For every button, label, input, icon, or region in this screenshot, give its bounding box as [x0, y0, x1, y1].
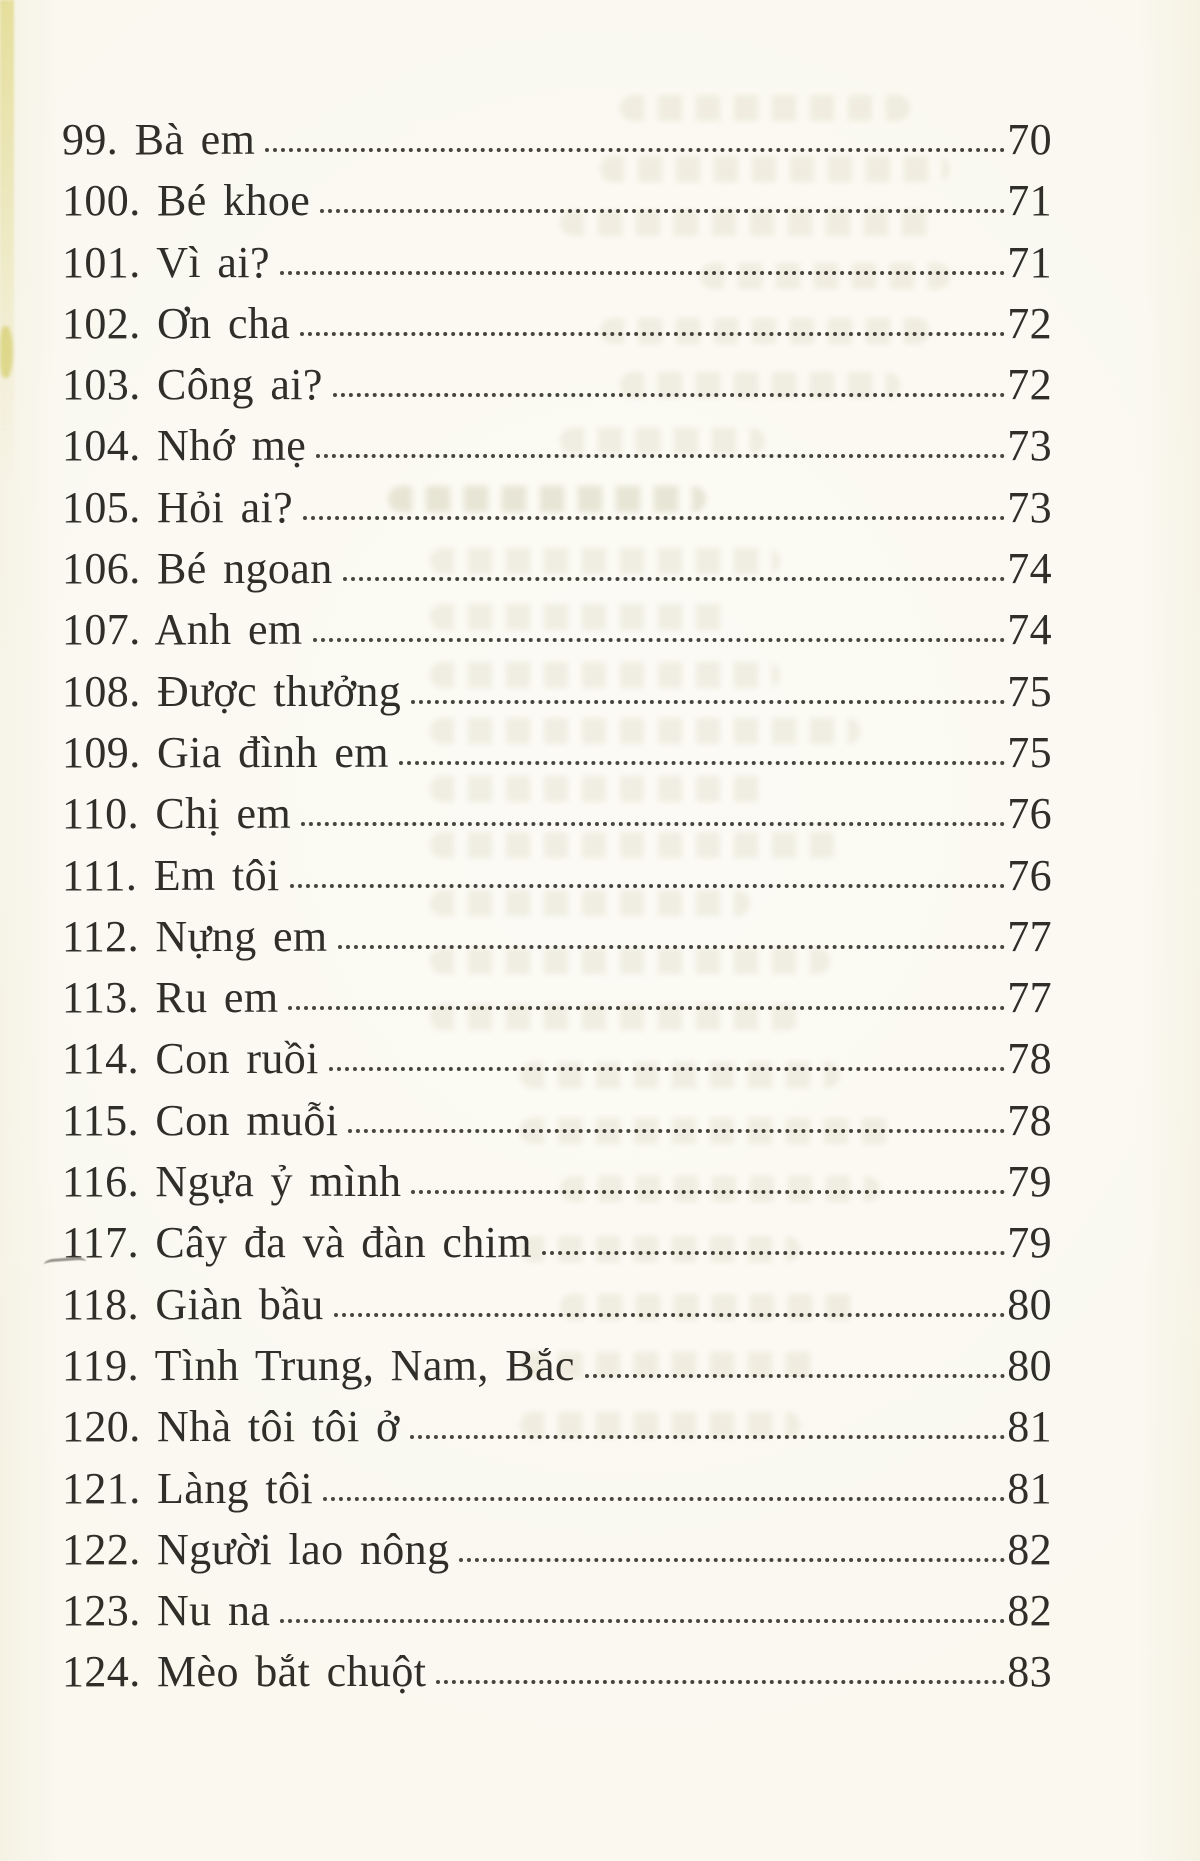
toc-entry-label: 115. Con muỗi: [62, 1095, 339, 1145]
toc-entry: [62, 543, 1052, 604]
toc-entry: [62, 727, 1052, 788]
dot-leader: [313, 638, 1006, 642]
dot-leader: [399, 761, 1005, 765]
toc-entry-page-number: 80: [1007, 1340, 1052, 1390]
toc-entry-label: 103. Công ai?: [62, 360, 323, 410]
toc-entry-label: 110. Chị em: [62, 789, 292, 839]
toc-entry-label: 111. Em tôi: [62, 850, 280, 900]
dot-leader: [343, 577, 1006, 581]
toc-entry: [62, 1156, 1052, 1217]
dot-leader: [265, 148, 1005, 152]
dot-leader: [290, 884, 1006, 888]
toc-entry-page-number: 80: [1007, 1279, 1052, 1329]
page-edge-tint: [0, 0, 14, 480]
toc-entry: [62, 972, 1052, 1033]
toc-entry-label: 118. Giàn bầu: [62, 1279, 324, 1329]
toc-entry-label: 121. Làng tôi: [62, 1463, 314, 1513]
toc-entry: [62, 1646, 1052, 1707]
toc-entry-page-number: 74: [1007, 544, 1052, 594]
toc-entry: [62, 911, 1052, 972]
toc-entry: [62, 1463, 1052, 1524]
dot-leader: [320, 209, 1005, 213]
toc-entry: [62, 1279, 1052, 1340]
dot-leader: [301, 822, 1005, 826]
toc-entry: [62, 666, 1052, 727]
toc-entry: [62, 298, 1052, 359]
toc-entry: [62, 1524, 1052, 1585]
dot-leader: [288, 1006, 1005, 1010]
toc-entry-page-number: 81: [1007, 1402, 1052, 1452]
toc-entry-page-number: 76: [1007, 789, 1052, 839]
dot-leader: [410, 1435, 1006, 1439]
toc-entry-label: 123. Nu na: [62, 1586, 271, 1636]
toc-entry-label: 113. Ru em: [62, 973, 279, 1023]
toc-entry-label: 119. Tình Trung, Nam, Bắc: [62, 1340, 575, 1390]
toc-entry-label: 109. Gia đình em: [62, 727, 389, 777]
toc-entry-page-number: 76: [1007, 850, 1052, 900]
toc-entry: [62, 175, 1052, 236]
toc-entry-page-number: 82: [1007, 1586, 1052, 1636]
toc-entry: [62, 1033, 1052, 1094]
toc-entry: [62, 420, 1052, 481]
toc-entry-label: 122. Người lao nông: [62, 1524, 450, 1574]
toc-entry: [62, 1585, 1052, 1646]
toc-entry: [62, 237, 1052, 298]
dot-leader: [280, 271, 1005, 275]
toc-entry-page-number: 72: [1007, 298, 1052, 348]
toc-entry-page-number: 79: [1007, 1157, 1052, 1207]
toc-entry-label: 117. Cây đa và đàn chim: [62, 1218, 533, 1268]
dot-leader: [323, 1497, 1005, 1501]
toc-entry-page-number: 71: [1007, 176, 1052, 226]
toc-entry-page-number: 81: [1007, 1463, 1052, 1513]
dot-leader: [542, 1251, 1005, 1255]
toc-entry-label: 104. Nhớ mẹ: [62, 421, 307, 471]
dot-leader: [436, 1680, 1005, 1684]
toc-entry-page-number: 78: [1007, 1095, 1052, 1145]
dot-leader: [411, 700, 1005, 704]
toc-entry: [62, 1401, 1052, 1462]
toc-entry-label: 100. Bé khoe: [62, 176, 311, 226]
toc-entry: [62, 604, 1052, 665]
toc-entry-label: 112. Nựng em: [62, 911, 328, 961]
toc-entry: [62, 1095, 1052, 1156]
dot-leader: [459, 1558, 1005, 1562]
toc-entry-page-number: 75: [1007, 666, 1052, 716]
toc-entry-label: 105. Hỏi ai?: [62, 482, 294, 532]
toc-entry-label: 124. Mèo bắt chuột: [62, 1647, 427, 1697]
toc-entry-label: 116. Ngựa ỷ mình: [62, 1157, 402, 1207]
toc-entry-page-number: 79: [1007, 1218, 1052, 1268]
toc-entry: [62, 114, 1052, 175]
toc-entry: [62, 788, 1052, 849]
toc-entry-page-number: 71: [1007, 237, 1052, 287]
toc-entry-label: 107. Anh em: [62, 605, 303, 655]
dot-leader: [303, 516, 1005, 520]
dot-leader: [411, 1190, 1005, 1194]
toc-entry-page-number: 74: [1007, 605, 1052, 655]
dot-leader: [280, 1619, 1005, 1623]
toc-entry-label: 102. Ơn cha: [62, 298, 291, 348]
toc-entry-label: 106. Bé ngoan: [62, 544, 333, 594]
toc-entry-label: 108. Được thưởng: [62, 666, 402, 716]
toc-entry-page-number: 73: [1007, 482, 1052, 532]
dot-leader: [333, 393, 1005, 397]
toc-entry-page-number: 72: [1007, 360, 1052, 410]
toc-entry-page-number: 73: [1007, 421, 1052, 471]
toc-entry: [62, 359, 1052, 420]
toc-entry-page-number: 78: [1007, 1034, 1052, 1084]
dot-leader: [334, 1313, 1006, 1317]
toc-entry-page-number: 70: [1007, 115, 1052, 164]
toc-entry-page-number: 77: [1007, 973, 1052, 1023]
page-edge-stain: [0, 326, 13, 378]
dot-leader: [316, 454, 1005, 458]
toc-entry-label: 101. Vì ai?: [62, 237, 270, 287]
dot-leader: [348, 1129, 1005, 1133]
dot-leader: [300, 332, 1005, 336]
dot-leader: [585, 1374, 1005, 1378]
dot-leader: [329, 1067, 1005, 1071]
toc-entry-label: 120. Nhà tôi tôi ở: [62, 1402, 400, 1452]
toc-entry: [62, 1340, 1052, 1401]
toc-entry-label: 114. Con ruồi: [62, 1034, 319, 1084]
toc-entry-page-number: 82: [1007, 1524, 1052, 1574]
toc-entry-page-number: 75: [1007, 727, 1052, 777]
toc-entry: [62, 1217, 1052, 1278]
toc-entry-label: 99. Bà em: [62, 115, 256, 164]
dot-leader: [338, 945, 1006, 949]
toc-entry-page-number: 83: [1007, 1647, 1052, 1697]
toc-entry: [62, 482, 1052, 543]
table-of-contents: [62, 114, 1052, 1708]
toc-entry-page-number: 77: [1007, 911, 1052, 961]
toc-entry: [62, 850, 1052, 911]
